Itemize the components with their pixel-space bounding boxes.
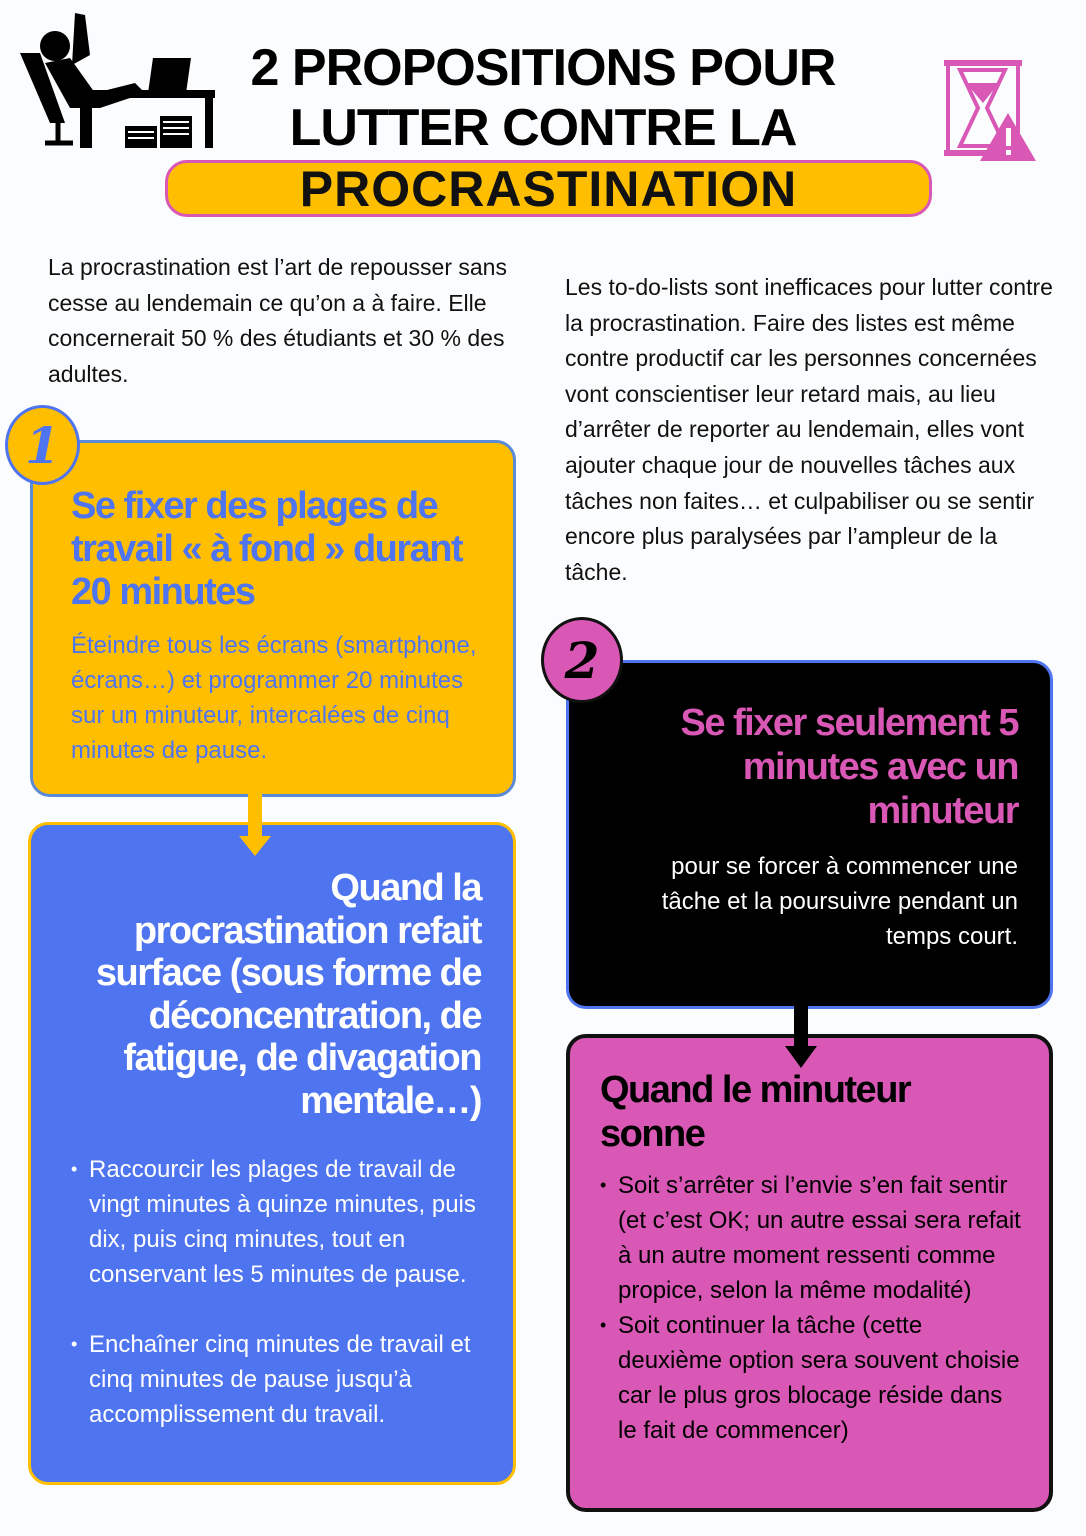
followup-2-card	[566, 1034, 1053, 1512]
title-highlight: PROCRASTINATION	[165, 160, 932, 217]
followup-1-card	[28, 822, 516, 1485]
list-item: • Raccourcir les plages de travail de vingt minutes à quinze minutes, puis dix, puis cinq minutes, tout en conservant les 5 minutes de pause.	[71, 1152, 481, 1292]
procrastinator-at-desk-icon	[10, 8, 220, 153]
proposal-1-number: 1	[5, 405, 80, 485]
proposal-2-title: Se fixer seulement 5 minutes avec un minuteur	[680, 702, 1018, 833]
proposal-2-number: 2	[541, 617, 623, 703]
list-item: • Enchaîner cinq minutes de travail et cinq minutes de pause jusqu’à accomplissement du travail.	[71, 1327, 481, 1432]
right-column	[565, 270, 1053, 1512]
intro-right: Les to-do-lists sont inefficaces pour lutter contre la procrastination. Faire des listes est même contre productif car les personnes concernées vont conscientiser leur retard mais, au lieu d’arrêter de reporter au lendemain, elles vont ajouter chaque jour de nouvelles tâches aux tâches non faites… et culpabiliser ou se sentir encore plus paralysées par l’ampleur de la tâche.	[565, 274, 1053, 585]
followup-1-title: Quand la procrastination refait surface (sous forme de déconcentration, de fatigue, de divagation mentale…)	[95, 867, 481, 1122]
intro-left: La procrastination est l’art de repousser sans cesse au lendemain ce qu’on a à faire. Elle concernerait 50 % des étudiants et 30 % des adultes.	[48, 254, 507, 387]
proposal-1-title: Se fixer des plages de travail « à fond » durant 20 minutes	[71, 485, 463, 613]
list-item: • Soit s’arrêter si l’envie s’en fait sentir (et c’est OK; un autre essai sera refait à un autre moment ressenti comme propice, selon la même modalité)	[600, 1168, 1027, 1308]
proposal-1-card	[25, 415, 516, 797]
left-column	[25, 415, 516, 1485]
title-line-2: LUTTER CONTRE LA	[289, 99, 797, 157]
followup-2-title: Quand le minuteur sonne	[600, 1069, 911, 1156]
followup-1-list	[71, 1152, 481, 1432]
proposal-2-body: pour se forcer à commencer une tâche et la poursuivre pendant un temps court.	[661, 853, 1018, 951]
title-line-1: 2 PROPOSITIONS POUR	[250, 39, 836, 97]
proposal-2-card	[564, 630, 1053, 1009]
list-item: • Soit continuer la tâche (cette deuxième option sera souvent choisie car le plus gros blocage réside dans le fait de commencer)	[600, 1308, 1027, 1448]
hourglass-warning-icon	[940, 58, 1040, 163]
arrow-down-icon	[783, 1006, 819, 1070]
proposal-1-body: Éteindre tous les écrans (smartphone, écrans…) et programmer 20 minutes sur un minuteur, intercalées de cinq minutes de pause.	[71, 632, 477, 764]
arrow-down-icon	[235, 794, 275, 858]
followup-2-list	[600, 1168, 1027, 1448]
